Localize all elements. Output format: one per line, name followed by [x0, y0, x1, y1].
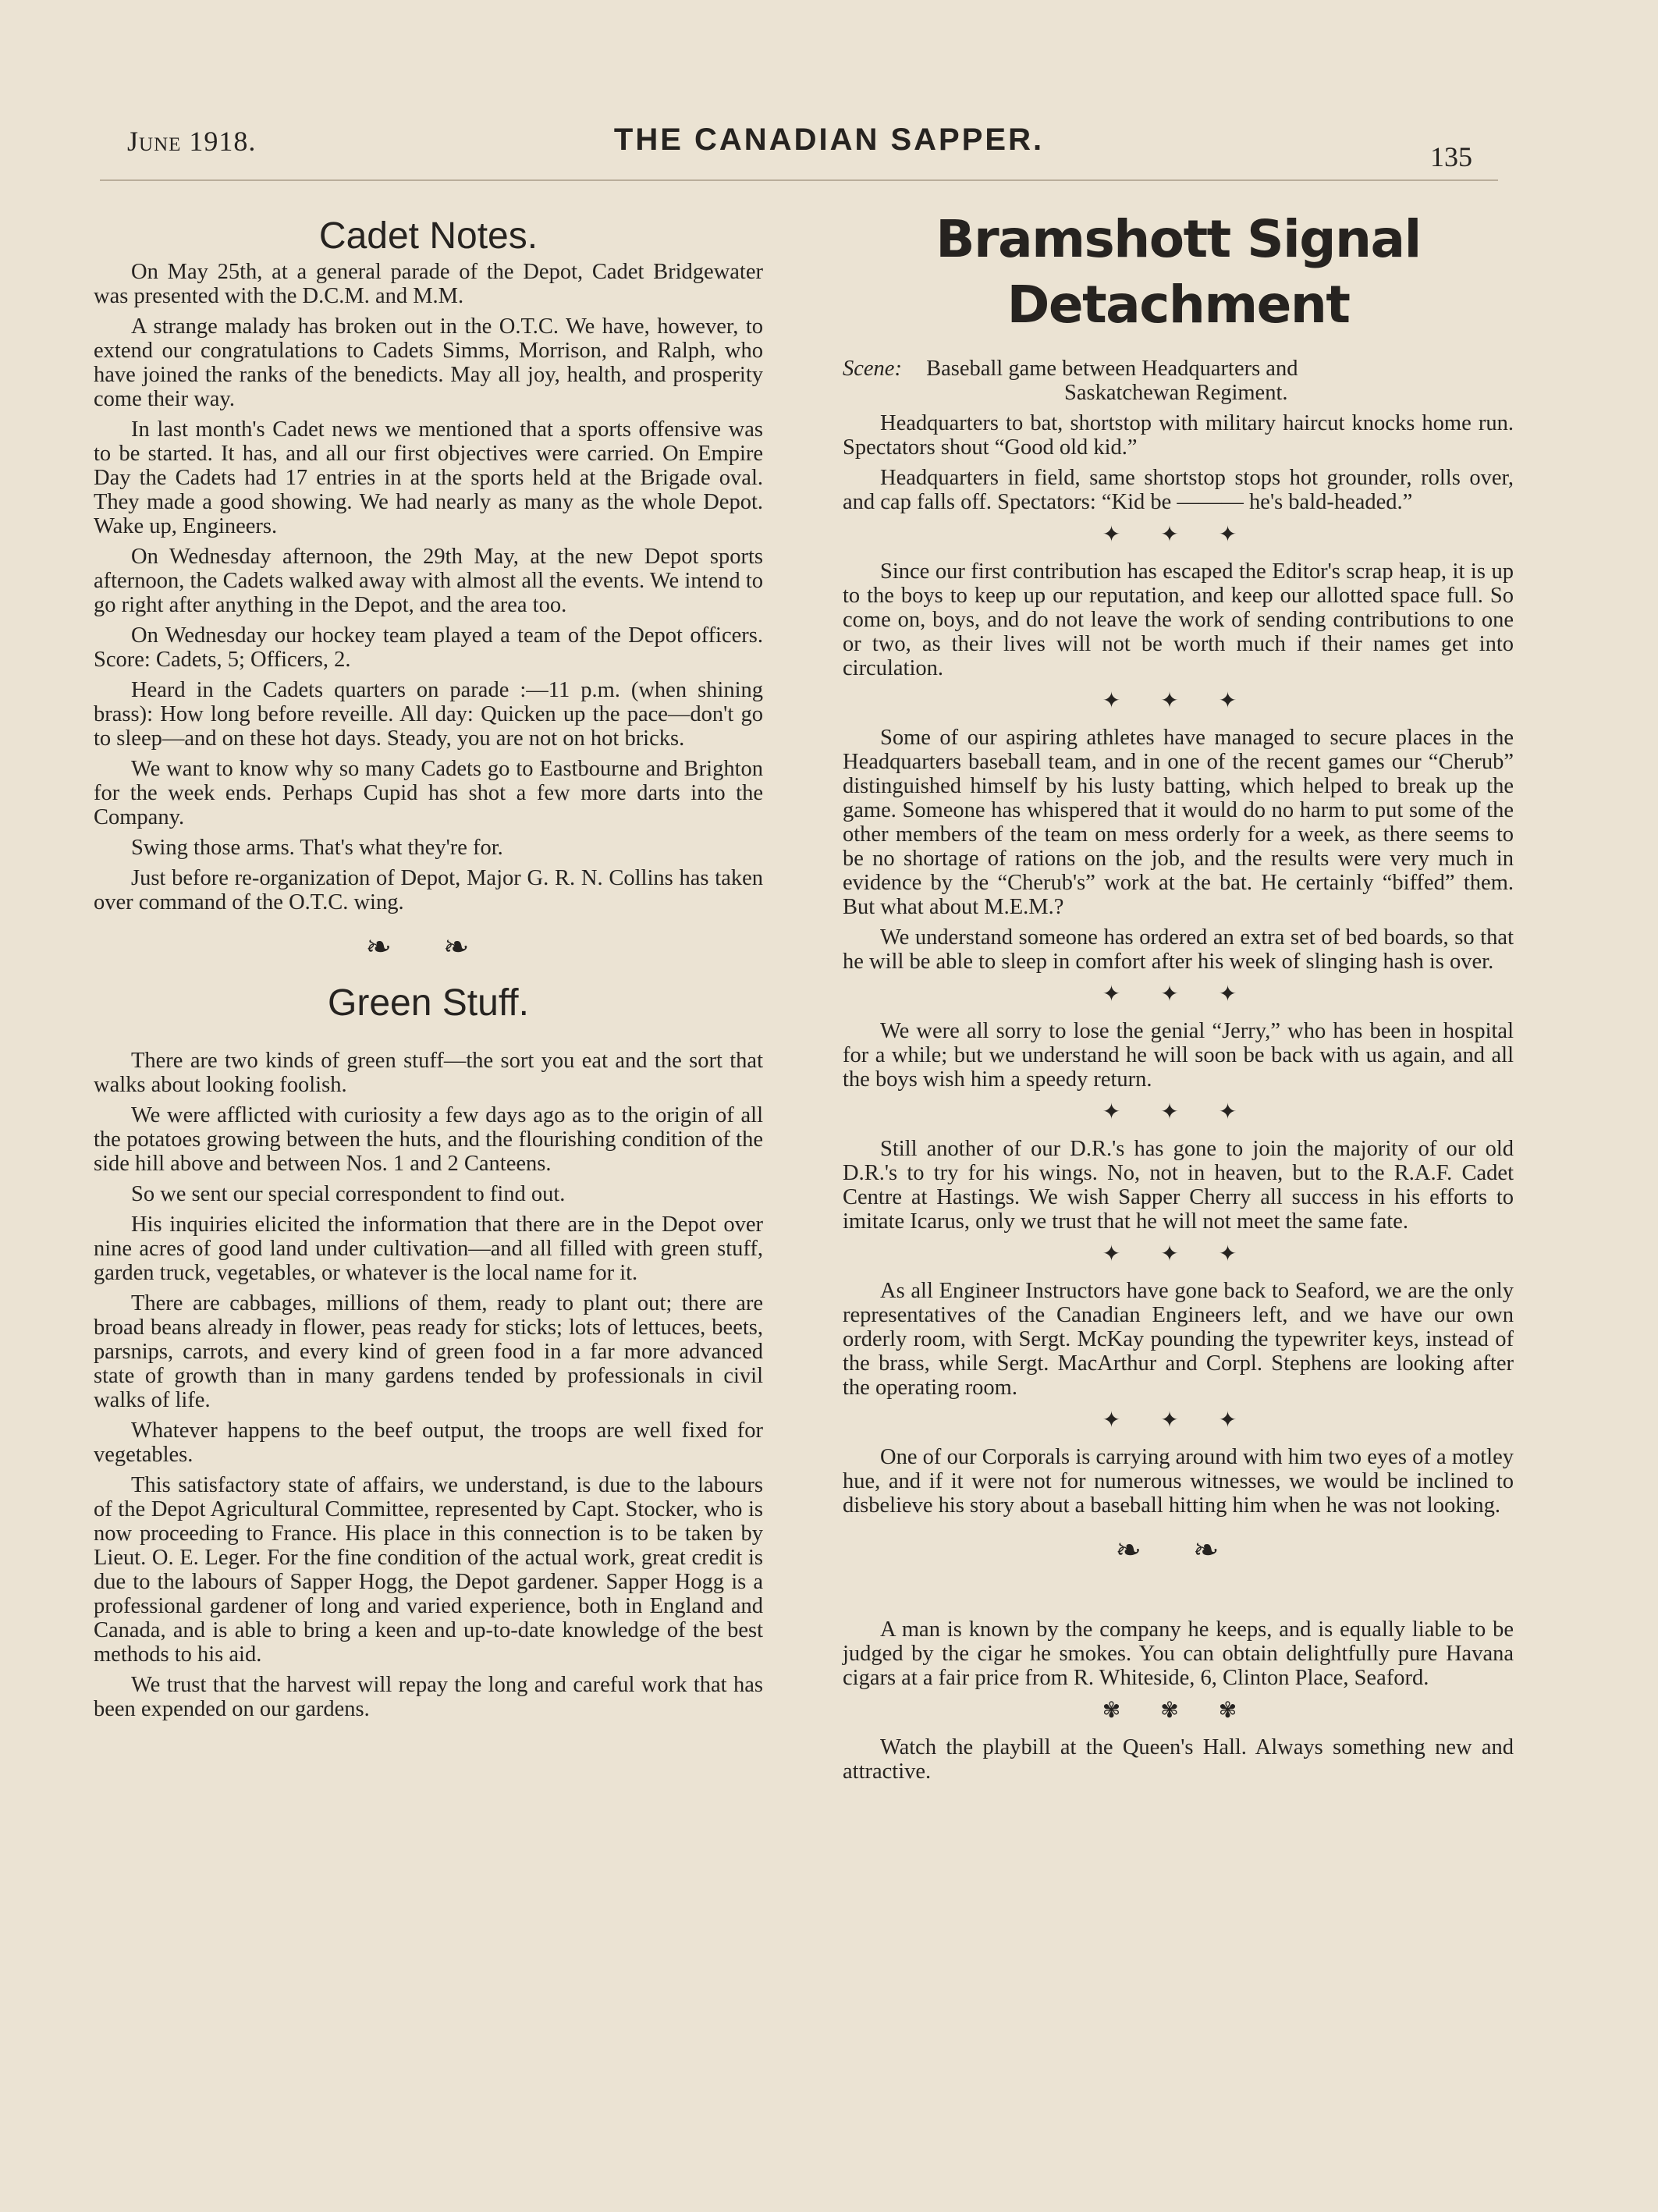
issue-date: June 1918.: [127, 126, 257, 157]
paragraph: We understand someone has ordered an extra set of bed boards, so that he will be able to sleep in comfort after his week of slinging hash is over.: [843, 925, 1514, 974]
paragraph: We were all sorry to lose the genial “Jerry,” who has been in hospital for a while; but we understand he will soon be back with us again, and all the boys wish him a speedy return.: [843, 1019, 1514, 1092]
paragraph: Just before re-organization of Depot, Major G. R. N. Collins has taken over command of the O.T.C. wing.: [94, 866, 763, 914]
fleuron-ornament: ❧ ❧: [1115, 1532, 1241, 1568]
paragraph: We trust that the harvest will repay the long and careful work that has been expended on our gardens.: [94, 1673, 763, 1721]
paragraph: On Wednesday afternoon, the 29th May, at the new Depot sports afternoon, the Cadets walked away with almost all the events. We intend to go right after anything in the Depot, and the area too.: [94, 545, 763, 617]
scene-block: [843, 357, 1514, 514]
paragraph: Still another of our D.R.'s has gone to join the majority of our old D.R.'s to try for his wings. No, not in heaven, but to the R.A.F. Cadet Centre at Hastings. We wish Sapper Cherry all success in his efforts to imitate Icarus, only we trust that he will not meet the same fate.: [843, 1137, 1514, 1234]
paragraph: Headquarters to bat, shortstop with military haircut knocks home run. Spectators shout “Good old kid.”: [843, 411, 1514, 460]
scene-label: Scene:: [843, 357, 902, 381]
star-divider: ✦ ✦ ✦: [1102, 1100, 1255, 1124]
signal-detachment-heading: Bramshott Signal Detachment: [936, 209, 1421, 335]
paragraph: There are cabbages, millions of them, ready to plant out; there are broad beans already in flower, peas ready for sticks; lots of lettuces, beets, parsnips, carrots, and every kind of green food in a far more advanced state of growth than in many gardens tended by professionals in civil walks of life.: [94, 1291, 763, 1412]
paragraph: We want to know why so many Cadets go to Eastbourne and Brighton for the week ends. Perhaps Cupid has shot a few more darts into the Company.: [94, 757, 763, 829]
paragraph: As all Engineer Instructors have gone back to Seaford, we are the only representatives of the Canadian Engineers left, and we have our own orderly room, with Sergt. McKay pounding the typewriter keys, instead of the brass, while Sergt. MacArthur and Corpl. Stephens are looking after the operating room.: [843, 1279, 1514, 1400]
paragraph: Whatever happens to the beef output, the troops are well fixed for vegetables.: [94, 1418, 763, 1467]
fleuron-ornament: ❧ ❧: [365, 929, 492, 964]
paragraph: On May 25th, at a general parade of the Depot, Cadet Bridgewater was presented with the D.C.M. and M.M.: [94, 260, 763, 308]
paragraph: Swing those arms. That's what they're for.: [131, 836, 503, 860]
cadet-notes-heading: Cadet Notes.: [318, 215, 538, 257]
playbill-notice: Watch the playbill at the Queen's Hall. Always something new and attractive.: [843, 1735, 1514, 1784]
scene-line-2: Saskatchewan Regiment.: [1064, 381, 1288, 405]
paragraph: In last month's Cadet news we mentioned that a sports offensive was to be started. It has, and all our first objectives were carried. On Empire Day the Cadets had 17 entries in at the sports held at the Brigade oval. They made a good showing. We had nearly as many as the whole Depot. Wake up, Engineers.: [94, 417, 763, 538]
flower-divider: ✾ ✾ ✾: [1102, 1699, 1255, 1723]
paragraph: This satisfactory state of affairs, we understand, is due to the labours of the Depot Agricultural Committee, represented by Capt. Stocker, who is now proceeding to France. His place in this connection is to be taken by Lieut. O. E. Leger. For the fine condition of the actual work, great credit is due to the labours of Sapper Hogg, the Depot gardener. Sapper Hogg is a professional gardener of long and varied experience, both in England and Canada, and is able to bring a keen and up-to-date knowledge of the best methods to his aid.: [94, 1473, 763, 1667]
paragraph: We were afflicted with curiosity a few days ago as to the origin of all the potatoes growing between the huts, and the flourishing condition of the side hill above and between Nos. 1 and 2 Canteens.: [94, 1103, 763, 1176]
paragraph: There are two kinds of green stuff—the sort you eat and the sort that walks about looking foolish.: [94, 1049, 763, 1097]
paragraph: On Wednesday our hockey team played a team of the Depot officers. Score: Cadets, 5; Officers, 2.: [94, 623, 763, 672]
star-divider: ✦ ✦ ✦: [1102, 1242, 1255, 1266]
scene-line-1: Baseball game between Headquarters and: [926, 357, 1298, 381]
left-column: [94, 207, 763, 1727]
star-divider: ✦ ✦ ✦: [1102, 523, 1255, 547]
paragraph: One of our Corporals is carrying around with him two eyes of a motley hue, and if it were not for numerous witnesses, we would be inclined to disbelieve his story about a baseball hitting him when he was not looking.: [843, 1445, 1514, 1518]
green-stuff-heading: Green Stuff.: [328, 982, 529, 1024]
paragraph: Headquarters in field, same shortstop stops hot grounder, rolls over, and cap falls off. Spectators: “Kid be ——— he's bald-headed.”: [843, 466, 1514, 514]
star-divider: ✦ ✦ ✦: [1102, 982, 1255, 1007]
spacer: [843, 1583, 1514, 1617]
green-stuff-body: [94, 1049, 763, 1721]
paragraph: So we sent our special correspondent to find out.: [131, 1182, 566, 1206]
paragraph: Heard in the Cadets quarters on parade :—11 p.m. (when shining brass): How long before reveille. All day: Quicken up the pace—don't go to sleep—and on these hot days. Steady, you are not on hot bricks.: [94, 678, 763, 751]
page-number: 135: [1430, 141, 1472, 172]
cigar-advertisement: A man is known by the company he keeps, and is equally liable to be judged by the cigar he smokes. You can obtain delightfully pure Havana cigars at a fair price from R. Whiteside, 6, Clinton Place, Seaford.: [843, 1617, 1514, 1690]
right-column: [843, 207, 1514, 1790]
paragraph: Since our first contribution has escaped the Editor's scrap heap, it is up to the boys to keep up our reputation, and keep our allotted space full. So come on, boys, and do not leave the work of sending contributions to one or two, as their lives will not be worth much if their names get into circulation.: [843, 559, 1514, 680]
scene-paragraph: [843, 357, 1514, 405]
star-divider: ✦ ✦ ✦: [1102, 689, 1255, 713]
cadet-notes-body: [94, 260, 763, 914]
paragraph: His inquiries elicited the information that there are in the Depot over nine acres of good land under cultivation—and all filled with green stuff, garden truck, vegetables, or whatever is the local name for it.: [94, 1213, 763, 1285]
publication-title: THE CANADIAN SAPPER.: [613, 122, 1045, 157]
star-divider: ✦ ✦ ✦: [1102, 1408, 1255, 1433]
header-rule: [100, 179, 1498, 181]
paragraph: Some of our aspiring athletes have managed to secure places in the Headquarters baseball team, and in one of the recent games our “Cherub” distinguished himself by his lusty batting, which helped to break up the game. Someone has whispered that it would do no harm to put some of the other members of the team on mess orderly for a week, as there seems to be no shortage of rations on the job, and the results were very much in evidence by the “Cherub's” work at the bat. He certainly “biffed” them. But what about M.E.M.?: [843, 726, 1514, 919]
paragraph: A strange malady has broken out in the O.T.C. We have, however, to extend our congratulations to Cadets Simms, Morrison, and Ralph, who have joined the ranks of the benedicts. May all joy, health, and prosperity come their way.: [94, 314, 763, 411]
